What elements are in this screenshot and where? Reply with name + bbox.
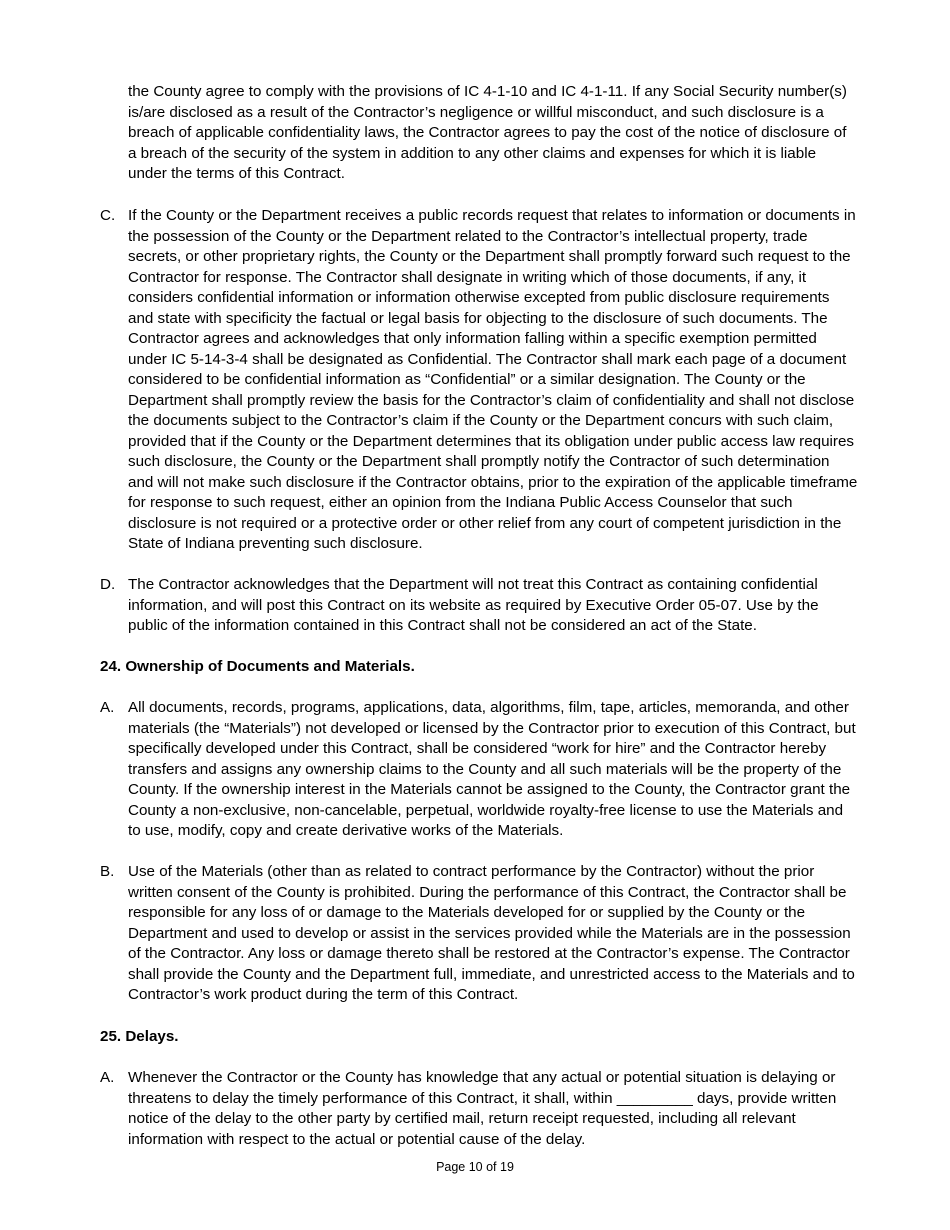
clause-text: Whenever the Contractor or the County has knowledge that any actual or potential situation is delaying or threatens to delay the timely performance of this Contract, it shall, within _________ days, provide written notice of the delay to the other party by certified mail, return receipt requested, including all relevant information with respect to the actual or potential cause of the delay. xyxy=(128,1069,837,1148)
clause-text: If the County or the Department receives a public records request that relates to information or documents in the possession of the County or the Department related to the Contractor’s intellectual property, trade secrets, or other proprietary rights, the County or the Department shall promptly forward such request to the Contractor for response. The Contractor shall designate in writing which of those documents, if any, it considers confidential information or information otherwise excepted from public disclosure requirements and state with specificity the factual or legal basis for objecting to the disclosure of such documents. The Contractor agrees and acknowledges that only information falling within a specific exemption permitted under IC 5-14-3-4 shall be designated as Confidential. The Contractor shall mark each page of a document considered to be confidential information as “Confidential” or a similar designation. The County or the Department shall promptly review the basis for the Contractor’s claim of confidentiality and shall not disclose the documents subject to the Contractor’s claim if the County or the Department concurs with such claim, provided that if the County or the Department determines that its obligation under public access law requires such disclosure, the County or the Department shall promptly notify the Contractor of such determination and will not make such disclosure if the Contractor obtains, prior to the expiration of the applicable timeframe for response to such request, either an opinion from the Indiana Public Access Counselor that such disclosure is not required or a protective order or other relief from any court of competent jurisdiction in the State of Indiana preventing such disclosure. xyxy=(128,207,858,552)
clause-letter: A. xyxy=(100,1069,115,1086)
clause-letter: A. xyxy=(100,699,115,716)
clause-text: The Contractor acknowledges that the Department will not treat this Contract as containing confidential information, and will post this Contract on its website as required by Executive Order 05-07. Use by the public of the information contained in this Contract shall not be considered an act of the State. xyxy=(128,576,819,634)
section-25-heading: 25. Delays. xyxy=(100,1028,179,1045)
clause-letter: B. xyxy=(100,863,115,880)
clause-letter: D. xyxy=(100,576,116,593)
clause-letter: C. xyxy=(100,207,116,224)
clause-text: Use of the Materials (other than as related to contract performance by the Contractor) without the prior written consent of the County is prohibited. During the performance of this Contract, the Contractor shall be responsible for any loss of or damage to the Materials developed for or supplied by the County or the Department and used to develop or assist in the services provided while the Materials are in the possession of the Contractor. Any loss or damage thereto shall be restored at the Contractor’s expense. The Contractor shall provide the County and the Department full, immediate, and unrestricted access to the Materials and to Contractor’s work product during the term of this Contract. xyxy=(128,863,855,1003)
clause-text: All documents, records, programs, applications, data, algorithms, film, tape, articles, memoranda, and other materials (the “Materials”) not developed or licensed by the Contractor prior to execution of this Contract, but specifically developed under this Contract, shall be considered “work for hire” and the Contractor hereby transfers and assigns any ownership claims to the County and all such materials will be the property of the County. If the ownership interest in the Materials cannot be assigned to the County, the Contractor grant the County a non-exclusive, non-cancelable, perpetual, worldwide royalty-free license to use the Materials and to use, modify, copy and create derivative works of the Materials. xyxy=(128,699,856,839)
continuation-paragraph: the County agree to comply with the provisions of IC 4-1-10 and IC 4-1-11. If any Social Security number(s) is/are disclosed as a result of the Contractor’s negligence or willful misconduct, and such disclosure is a breach of applicable confidentiality laws, the Contractor agrees to pay the cost of the notice of disclosure of a breach of the security of the system in addition to any other claims and expenses for which it is liable under the terms of this Contract. xyxy=(128,83,847,182)
section-24-heading: 24. Ownership of Documents and Materials. xyxy=(100,658,415,675)
page-number-footer: Page 10 of 19 xyxy=(436,1160,514,1174)
